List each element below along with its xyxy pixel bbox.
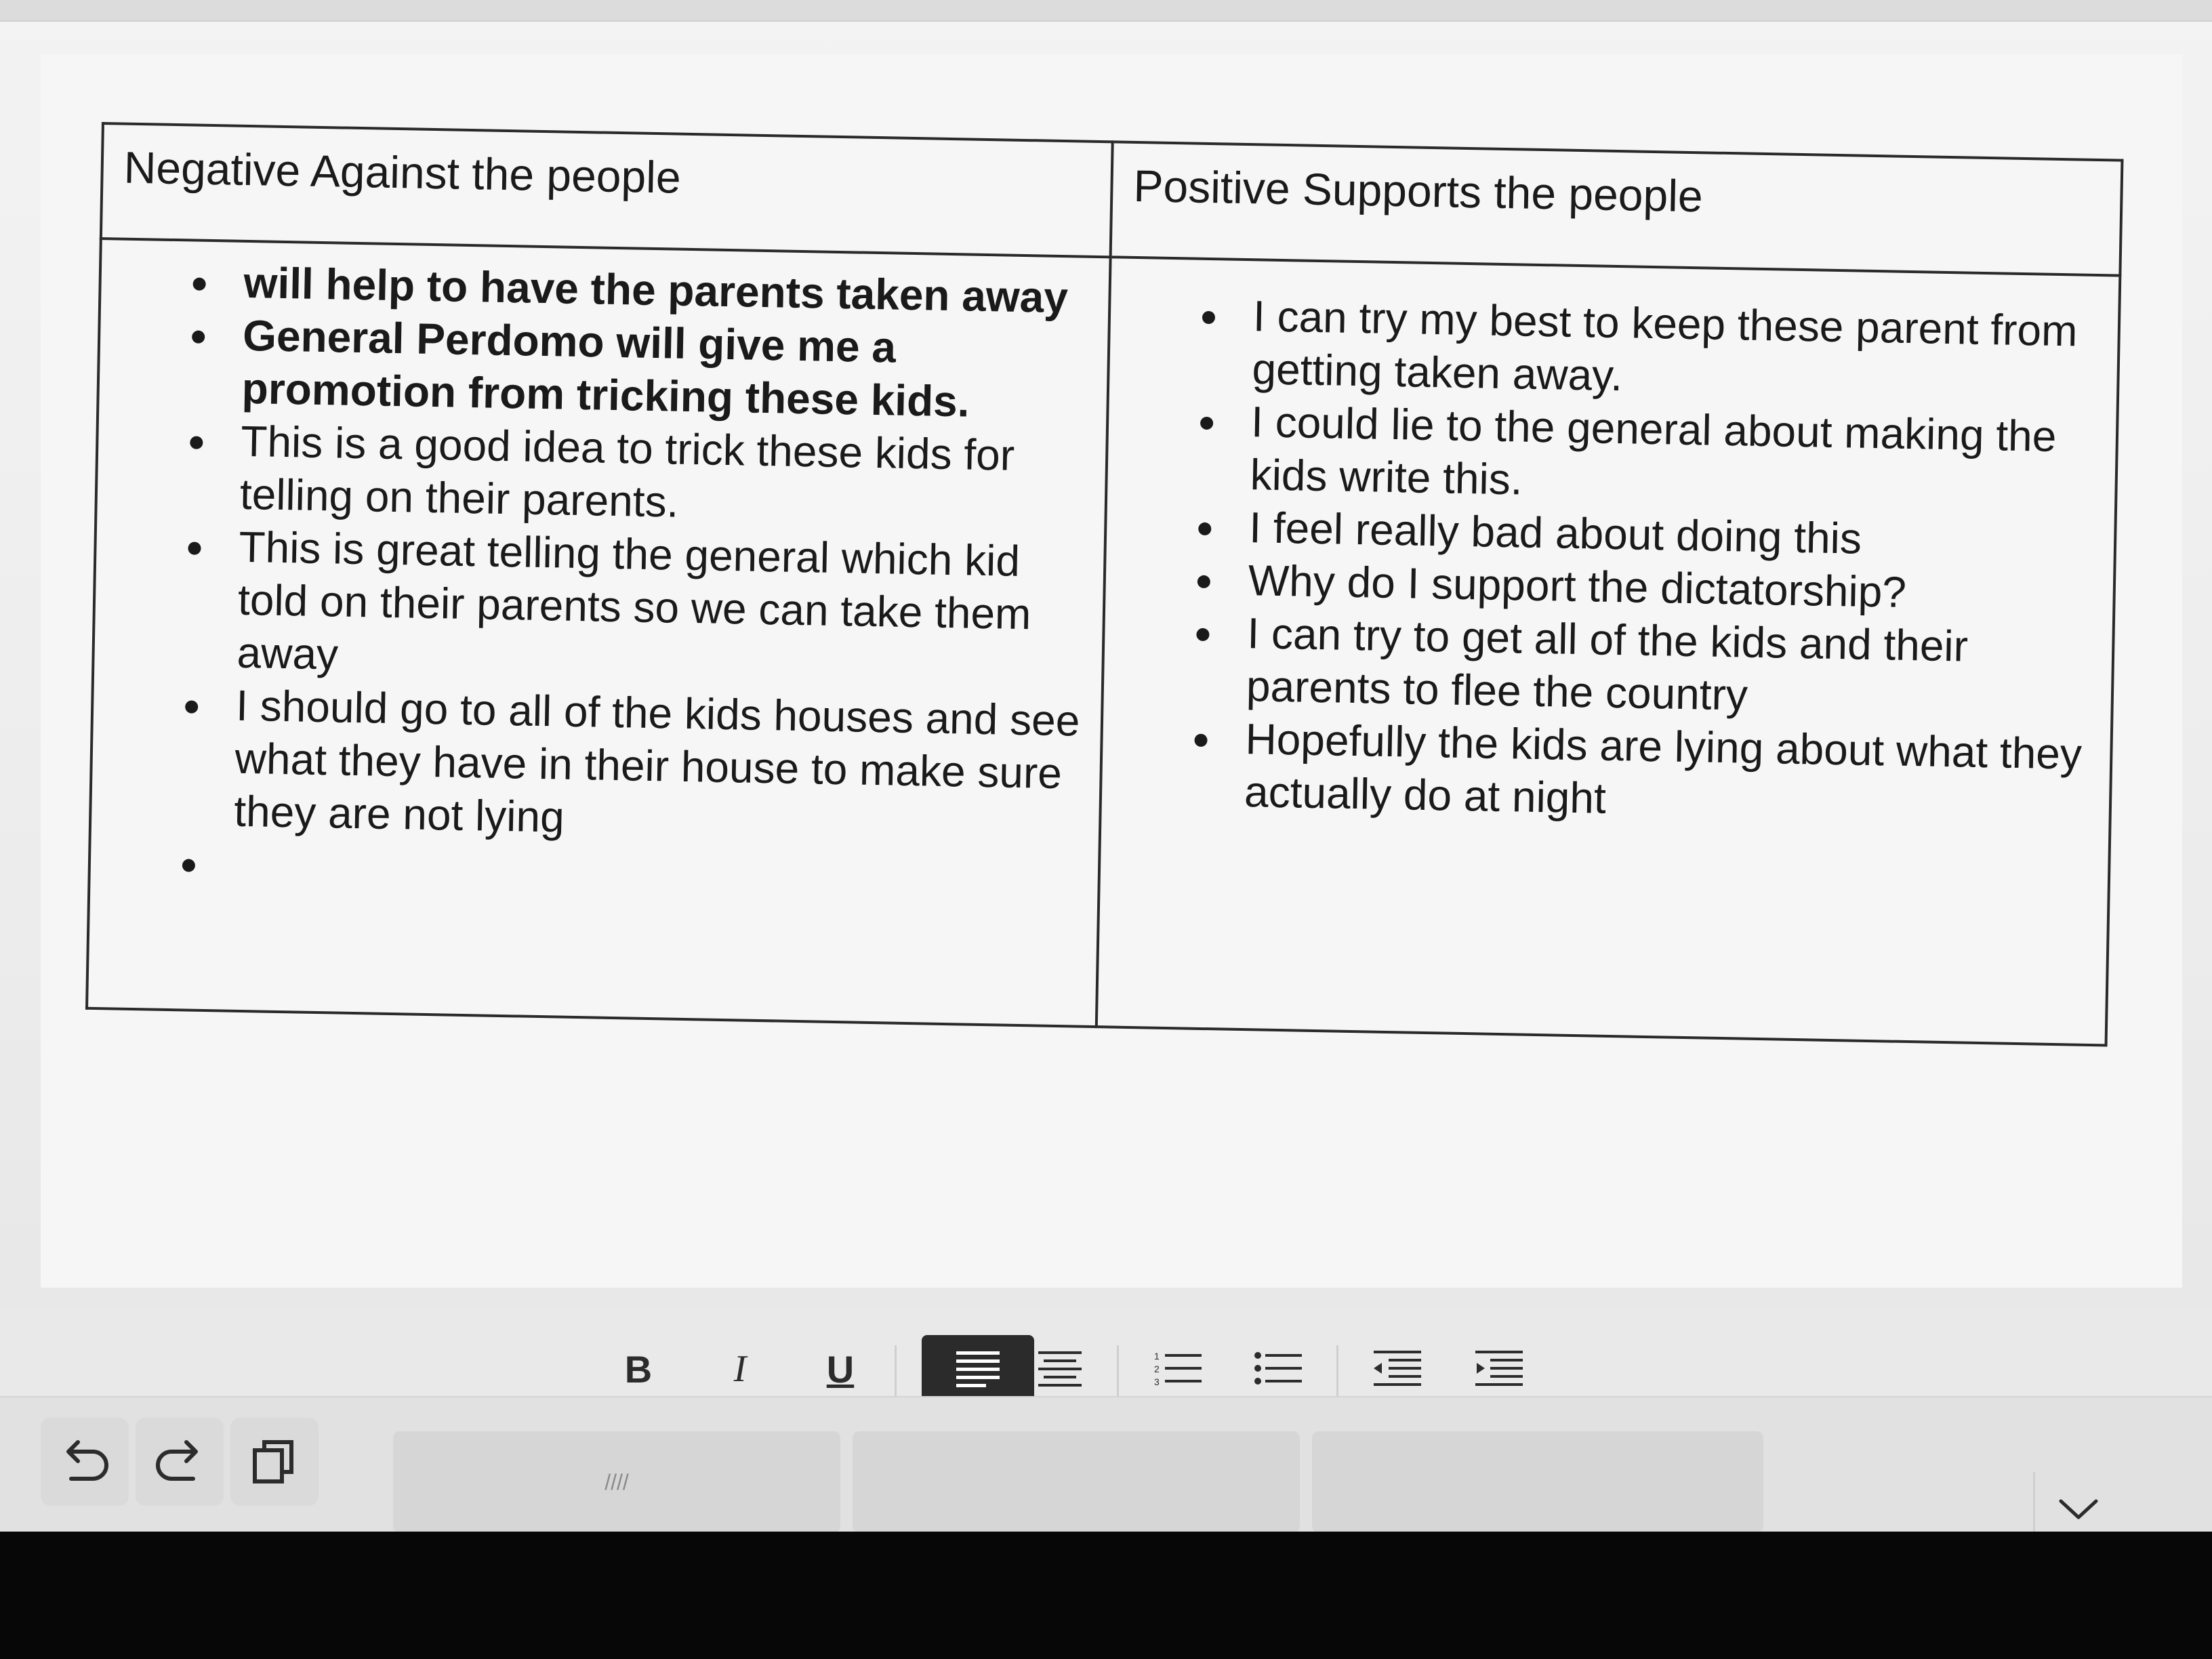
- list-item[interactable]: • I can try to get all of the kids and their parents to flee the country: [1225, 607, 2092, 728]
- italic-button[interactable]: I: [705, 1335, 775, 1403]
- formatting-toolbar: [0, 1308, 2212, 1396]
- suggestion-slot[interactable]: [853, 1431, 1300, 1533]
- align-center-button[interactable]: [1025, 1335, 1095, 1403]
- column-cell-negative[interactable]: [87, 239, 1111, 1027]
- svg-text:1: 1: [1154, 1351, 1160, 1361]
- list-item[interactable]: • Why do I support the dictatorship?: [1227, 554, 2093, 622]
- outdent-button[interactable]: [1362, 1335, 1433, 1403]
- list-item[interactable]: • This is a good idea to trick these kids for telling on their parents.: [219, 414, 1086, 535]
- column-header-negative[interactable]: Negative Against the people: [101, 123, 1113, 257]
- negative-bullet-list: [110, 254, 1088, 906]
- positive-bullet-list: [1122, 272, 2097, 834]
- keyboard-shortcut-bar: [0, 1396, 2212, 1533]
- underline-button[interactable]: U: [805, 1335, 876, 1403]
- svg-text:2: 2: [1154, 1364, 1160, 1374]
- bulleted-list-button[interactable]: [1243, 1335, 1313, 1403]
- numbered-list-icon: [1154, 1350, 1202, 1388]
- list-item[interactable]: • General Perdomo will give me a promotion from tricking these kids.: [221, 308, 1088, 430]
- numbered-list-button[interactable]: [1143, 1335, 1213, 1403]
- redo-button[interactable]: [136, 1418, 224, 1506]
- bold-button[interactable]: B: [603, 1335, 674, 1403]
- toolbar-separator: [1336, 1345, 1338, 1399]
- align-center-icon: [1038, 1350, 1082, 1388]
- list-item[interactable]: • will help to have the parents taken away: [223, 255, 1088, 324]
- device-bezel: [0, 1532, 2212, 1659]
- list-item[interactable]: • I can try my best to keep these parent from getting taken away.: [1231, 289, 2098, 411]
- redo-icon: [152, 1438, 207, 1486]
- bulleted-list-icon: [1254, 1350, 1302, 1388]
- table-body-row: [87, 239, 2120, 1045]
- indent-button[interactable]: [1464, 1335, 1534, 1403]
- paste-button[interactable]: [230, 1418, 319, 1506]
- indent-icon: [1475, 1349, 1523, 1389]
- toolbar-separator: [1117, 1345, 1119, 1399]
- suggestion-slot[interactable]: [1312, 1431, 1763, 1533]
- chevron-down-icon: [2058, 1497, 2099, 1521]
- align-left-button[interactable]: [922, 1335, 1034, 1403]
- outdent-icon: [1374, 1349, 1421, 1389]
- top-strip: [0, 0, 2212, 22]
- undo-button[interactable]: [41, 1418, 129, 1506]
- align-left-icon: [956, 1350, 1000, 1388]
- comparison-table-container: [85, 122, 2121, 1046]
- undo-icon: [58, 1438, 112, 1486]
- column-cell-positive[interactable]: [1097, 257, 2121, 1045]
- column-header-positive[interactable]: Positive Supports the people: [1111, 142, 2123, 275]
- list-item[interactable]: • I could lie to the general about making the kids write this.: [1229, 395, 2096, 516]
- list-item[interactable]: • Hopefully the kids are lying about what they actually do at night: [1223, 712, 2090, 834]
- comparison-table[interactable]: [85, 122, 2124, 1046]
- list-item[interactable]: • I should go to all of the kids houses and see what they have in their house to make sure they are not lying: [213, 678, 1081, 853]
- svg-text:3: 3: [1154, 1376, 1160, 1387]
- list-item[interactable]: • This is great telling the general which kid told on their parents so we can take them away: [216, 520, 1084, 694]
- toolbar-separator: [895, 1345, 897, 1399]
- clipboard-icon: [251, 1438, 298, 1486]
- suggestion-slot[interactable]: ////: [393, 1431, 840, 1533]
- list-item[interactable]: • I feel really bad about doing this: [1229, 501, 2094, 569]
